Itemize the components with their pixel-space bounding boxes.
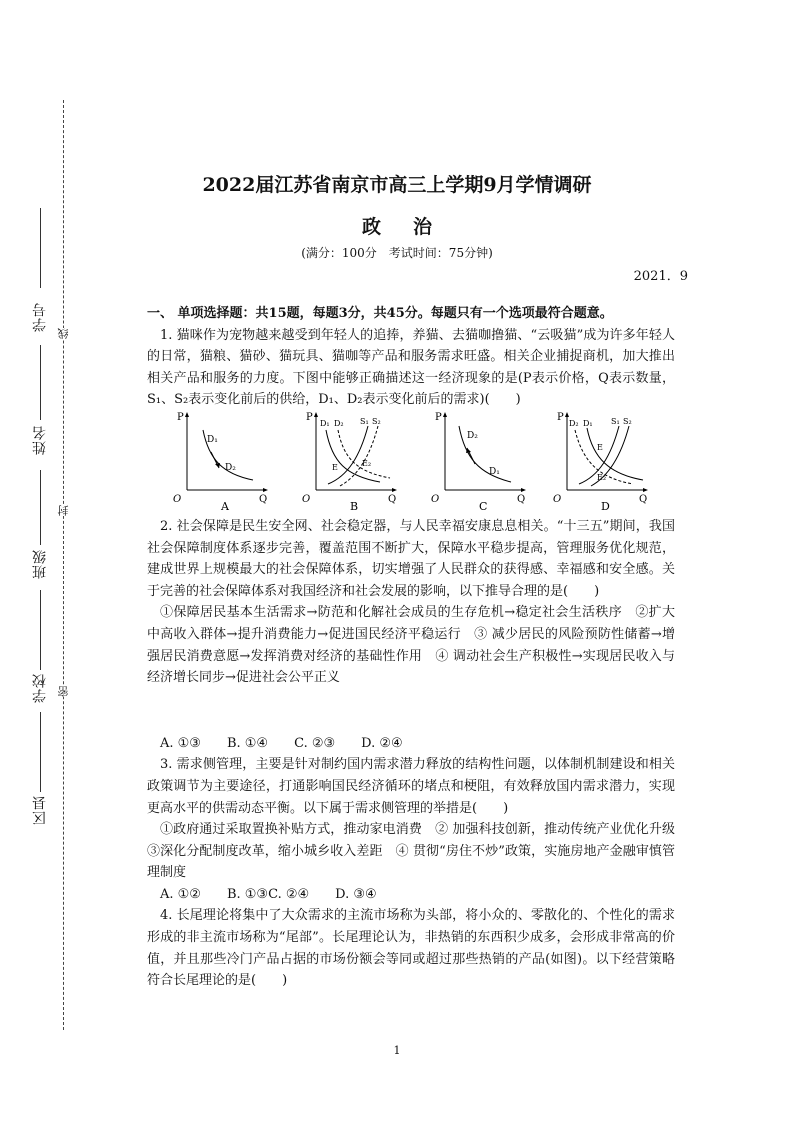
student-id-label: 学号 — [32, 302, 48, 332]
graph-d-s2: S₂ — [623, 416, 632, 426]
question-2-items: ①保障居民基本生活需求→防范和化解社会成员的生存危机→稳定社会生活秩序 ②扩大中高收入群体→提升消费能力→促进国民经济平稳运行 ③ 减少居民的风险预防性储蓄→增强居民消费意愿→发挥消费对经济的基础性作用 ④ 调动社会生产积极性→实现居民收入与经济增长同步→促进社会公平正义 — [147, 605, 675, 686]
graph-b-o: O — [302, 493, 311, 505]
school-label: 学校 — [32, 673, 48, 703]
graph-d-q: Q — [639, 493, 648, 505]
graph-d-e: E — [597, 442, 603, 452]
graph-b-e: E — [332, 462, 338, 472]
graph-b-p: P — [306, 411, 313, 423]
exam-content — [147, 303, 689, 992]
name-label: 姓名 — [32, 425, 48, 455]
question-1: 1. 猫咪作为宠物越来越受到年轻人的追捧，养猫、去猫咖撸猫、“云吸猫”成为许多年轻人的日常，猫粮、猫砂、猫玩具、猫咖等产品和服务需求旺盛。相关企业捕捉商机，加大推出相关产品和服务的力度。下图中能够正确描述这一经济现象的是(P表示价格，Q表示数量，S₁、S₂表示变化前后的供给，D₁、D₂表示变化前后的需求)( ) — [147, 327, 675, 408]
question-2: 2. 社会保障是民生安全网、社会稳定器，与人民幸福安康息息相关。“十三五”期间，我国社会保障制度体系逐步完善，覆盖范围不断扩大，保障水平稳步提高，管理服务优化规范，建成世界上规模最大的社会保障体系，切实增强了人民群众的获得感、幸福感和安全感。关于完善的社会保障体系对我国经济和社会发展的影响，以下推导合理的是( ) — [147, 518, 675, 599]
question-3-options: A. ①② B. ①③C. ②④ D. ③④ — [160, 886, 377, 902]
graph-c-q: Q — [517, 493, 526, 505]
graph-d-o: O — [553, 493, 562, 505]
exam-subject: 政治 — [361, 216, 464, 238]
question-3-items: ①政府通过采取置换补贴方式，推动家电消费 ② 加强科技创新，推动传统产业优化升级 ③深化分配制度改革，缩小城乡收入差距 ④ 贯彻“房住不炒”政策，实施房地产金融审慎管理制度 — [147, 822, 689, 881]
school-blank — [40, 590, 41, 670]
cut-mark-seal: 封 — [57, 505, 70, 516]
graph-b-d2: D₂ — [334, 418, 344, 428]
exam-meta: (满分：100分 考试时间：75分钟) — [301, 246, 493, 260]
graph-d-caption: D — [601, 499, 610, 512]
graph-a-caption: A — [221, 499, 229, 512]
graph-c-d1: D₁ — [489, 466, 500, 477]
graph-b-q: Q — [388, 493, 397, 505]
graph-a — [173, 412, 273, 512]
graph-b-s2: S₂ — [372, 416, 381, 426]
question-3: 3. 需求侧管理，主要是针对制约国内需求潜力释放的结构性问题，以体制机制建设和相关政策调节为主要途径，打通影响国民经济循环的堵点和梗阻，有效释放国内需求潜力，实现更高水平的供需动态平衡。以下属于需求侧管理的举措是( ) — [147, 757, 675, 816]
graph-a-o: O — [173, 493, 182, 505]
graph-b — [302, 412, 402, 512]
graph-d-d1: D₁ — [583, 418, 593, 428]
graph-b-caption: B — [350, 499, 359, 512]
graph-a-q: Q — [259, 493, 268, 505]
graph-b-d1: D₁ — [320, 418, 330, 428]
class-label: 班级 — [32, 549, 48, 579]
graph-c-caption: C — [479, 499, 488, 512]
q1-graphs — [147, 412, 675, 512]
graph-c-o: O — [431, 493, 440, 505]
section-heading: 一、 单项选择题：共15题，每题3分，共45分。每题只有一个选项最符合题意。 — [147, 306, 613, 321]
graph-d-d2: D₂ — [569, 418, 579, 428]
graph-a-d1: D₁ — [207, 434, 218, 445]
page-number: 1 — [393, 1044, 401, 1057]
exam-title: 2022届江苏省南京市高三上学期9月学情调研 — [202, 174, 592, 196]
district-blank — [40, 712, 41, 792]
graph-c — [431, 412, 531, 512]
graph-d-s1: S₁ — [611, 416, 620, 426]
exam-date: 2021．9 — [633, 269, 688, 284]
cut-mark-secret: 密 — [57, 686, 70, 697]
graph-c-d2: D₂ — [467, 430, 478, 441]
graph-b-s1: S₁ — [360, 416, 369, 426]
graph-d-p: P — [557, 411, 564, 423]
graph-d — [553, 412, 653, 512]
question-4: 4. 长尾理论将集中了大众需求的主流市场称为头部，将小众的、零散化的、个性化的需求形成的非主流市场称为“尾部”。长尾理论认为，非热销的东西积少成多，会形成非常高的价值，并且那些冷门产品占据的市场份额会等同或超过那些热销的产品(如图)。以下经营策略符合长尾理论的是( ) — [147, 908, 675, 989]
graph-c-p: P — [435, 411, 442, 423]
graph-a-d2: D₂ — [225, 462, 236, 473]
cut-mark-line: 线 — [57, 328, 70, 339]
graph-a-p: P — [177, 411, 184, 423]
question-2-options: A. ①③ B. ①④ C. ②③ D. ②④ — [160, 735, 403, 751]
graph-d-e2: E₂ — [597, 472, 607, 482]
name-blank — [40, 345, 41, 420]
district-label: 区县 — [32, 795, 48, 825]
graph-b-e2: E₂ — [362, 458, 372, 468]
class-blank — [40, 470, 41, 545]
binding-dashed-line — [63, 100, 64, 1030]
